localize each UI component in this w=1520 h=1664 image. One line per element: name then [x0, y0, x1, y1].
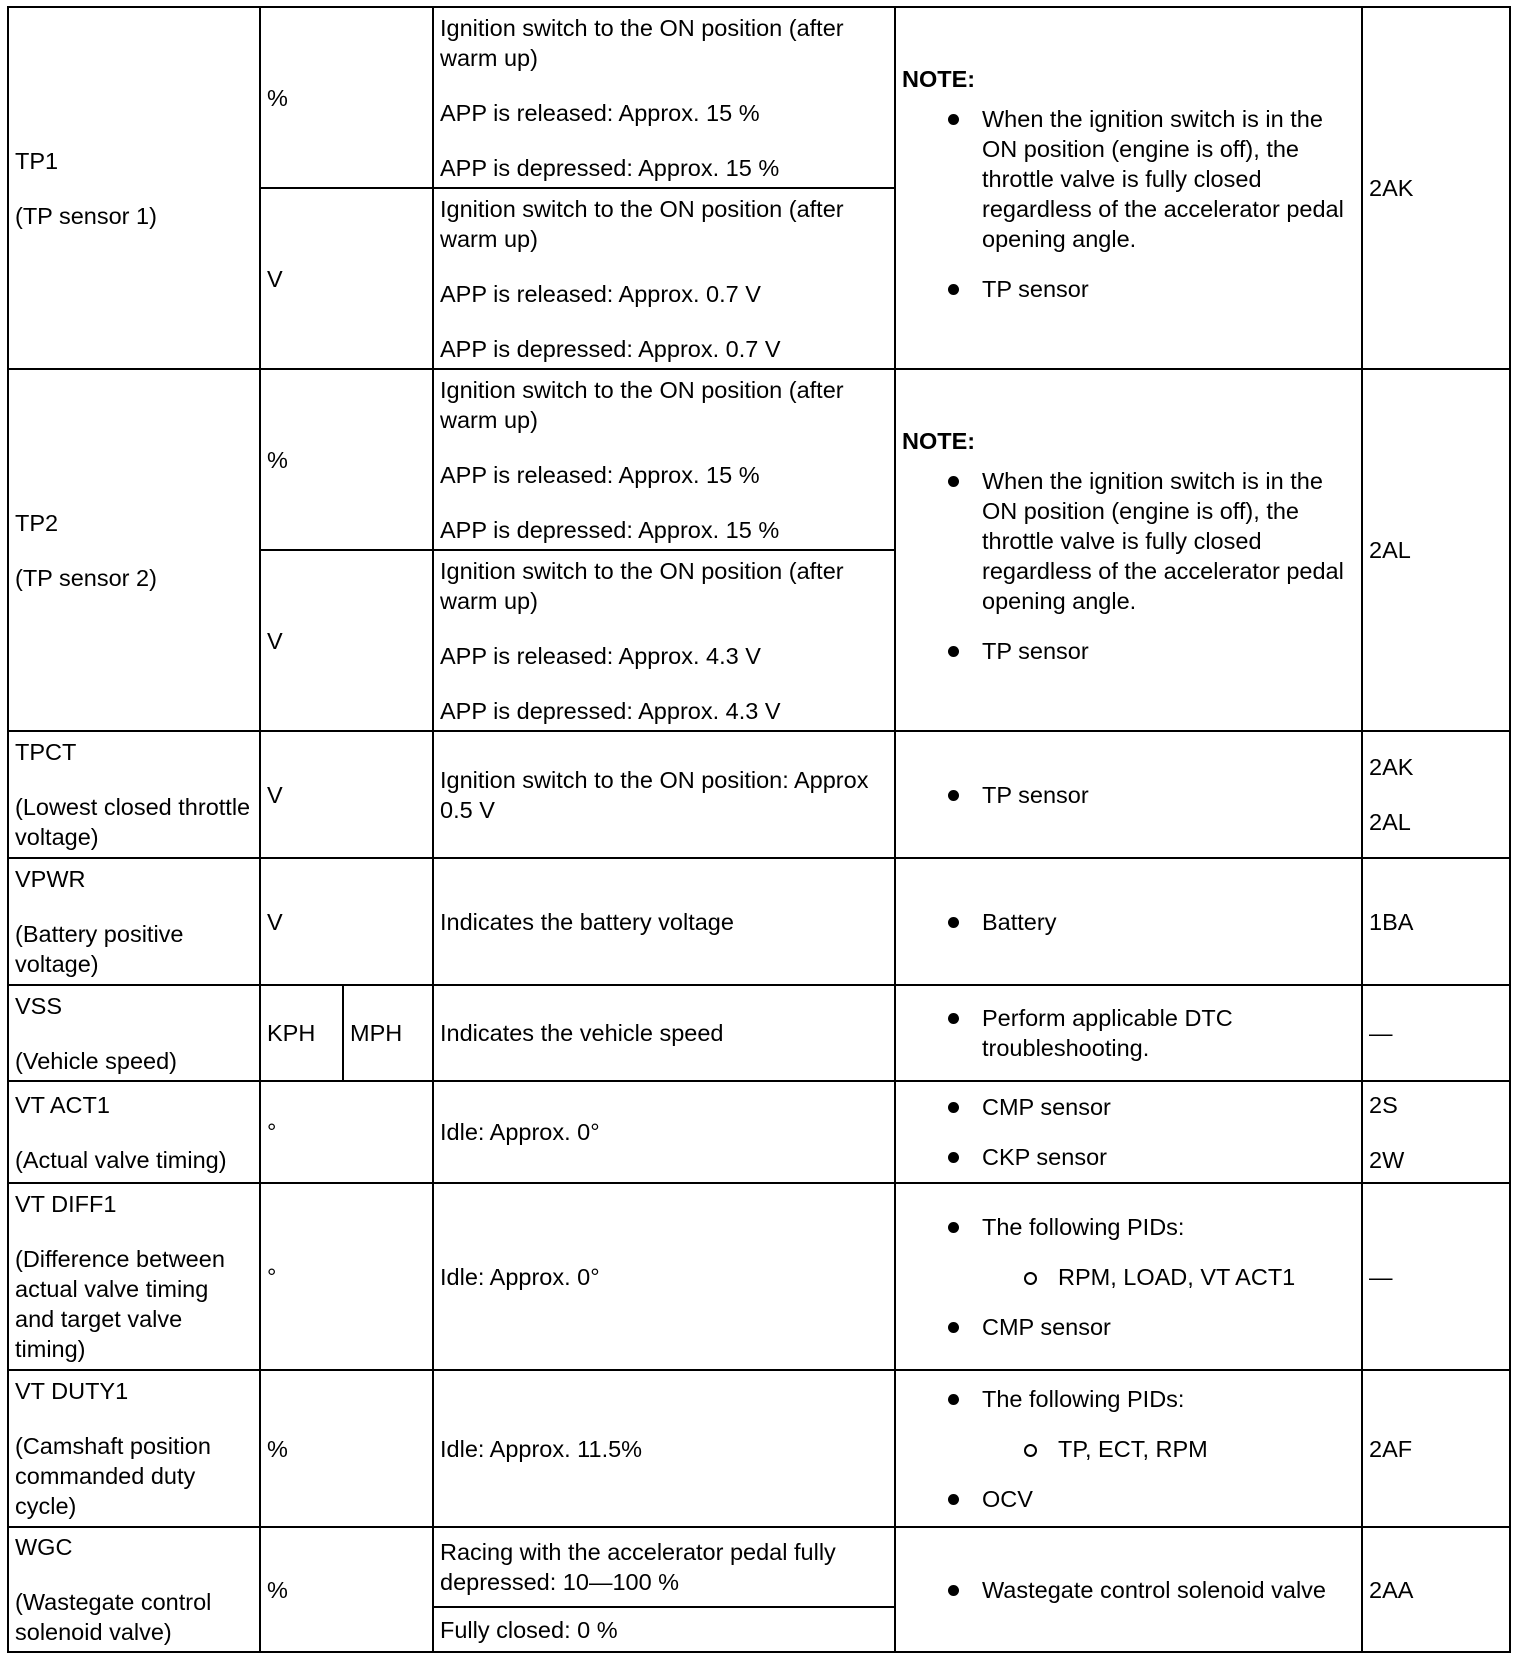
pid-table [7, 6, 1511, 1653]
pid-name: TP1 [15, 147, 59, 174]
terminal-value: 2W [1369, 1146, 1405, 1173]
note-label: NOTE: [902, 428, 976, 454]
inspection-cell [895, 1081, 1362, 1183]
note-bullet: When the ignition switch is in the ON position (engine is off), the throttle valve is fully closed regardless of the accelerator pedal opening angle. [902, 104, 1355, 254]
condition-text: Ignition switch to the ON position (after warm up) [440, 376, 844, 433]
condition-cell: Indicates the battery voltage [433, 858, 895, 985]
unit-cell: ° [260, 1183, 433, 1370]
inspection-cell [895, 1527, 1362, 1652]
table-row-vt-duty1 [8, 1370, 1510, 1527]
condition-text: Ignition switch to the ON position (after warm up) [440, 557, 844, 614]
pid-description: (Battery positive voltage) [15, 921, 184, 977]
condition-released: APP is released: Approx. 15 % [440, 99, 760, 126]
inspection-item: Perform applicable DTC troubleshooting. [902, 1003, 1355, 1063]
pid-name-cell [8, 1370, 260, 1527]
unit-cell: V [260, 858, 433, 985]
inspection-subitem: RPM, LOAD, VT ACT1 [902, 1262, 1355, 1292]
condition-cell: Idle: Approx. 0° [433, 1081, 895, 1183]
pid-name-cell [8, 7, 260, 369]
pid-description: (Camshaft position commanded duty cycle) [15, 1433, 211, 1519]
inspection-cell [895, 369, 1362, 731]
condition-depressed: APP is depressed: Approx. 15 % [440, 516, 780, 543]
terminal-value: 2AK [1369, 754, 1414, 780]
inspection-item: TP sensor [902, 274, 1355, 304]
table-row-tp2 [8, 369, 1510, 550]
condition-cell: Idle: Approx. 0° [433, 1183, 895, 1370]
condition-cell [433, 188, 895, 369]
terminal-cell: 2AK [1362, 7, 1510, 369]
condition-depressed: APP is depressed: Approx. 15 % [440, 154, 780, 181]
inspection-item: The following PIDs: [902, 1384, 1355, 1414]
pid-description: (Actual valve timing) [15, 1146, 227, 1173]
pid-description: (Wastegate control solenoid valve) [15, 1589, 212, 1645]
unit-cell: V [260, 731, 433, 858]
unit-cell: V [260, 550, 433, 731]
pid-name-cell [8, 369, 260, 731]
condition-cell [433, 369, 895, 550]
table-row-vt-diff1 [8, 1183, 1510, 1370]
pid-name: TPCT [15, 739, 77, 765]
note-bullet: When the ignition switch is in the ON position (engine is off), the throttle valve is fully closed regardless of the accelerator pedal opening angle. [902, 466, 1355, 616]
condition-released: APP is released: Approx. 0.7 V [440, 280, 761, 307]
condition-text: Ignition switch to the ON position (after warm up) [440, 14, 844, 71]
pid-name: VPWR [15, 866, 86, 892]
table-row-vt-act1 [8, 1081, 1510, 1183]
condition-cell: Ignition switch to the ON position: Approx 0.5 V [433, 731, 895, 858]
inspection-item: CKP sensor [902, 1142, 1355, 1172]
inspection-item: TP sensor [902, 636, 1355, 666]
pid-name-cell [8, 858, 260, 985]
terminal-cell: 1BA [1362, 858, 1510, 985]
pid-description: (Difference between actual valve timing and target valve timing) [15, 1246, 225, 1362]
pid-name: TP2 [15, 509, 59, 536]
terminal-value: 2S [1369, 1091, 1398, 1118]
inspection-item: OCV [902, 1484, 1355, 1514]
inspection-item: Wastegate control solenoid valve [902, 1575, 1355, 1605]
table-row-vss [8, 985, 1510, 1081]
condition-depressed: APP is depressed: Approx. 0.7 V [440, 335, 781, 362]
terminal-cell [1362, 731, 1510, 858]
inspection-cell [895, 731, 1362, 858]
condition-cell: Racing with the accelerator pedal fully depressed: 10—100 % [433, 1527, 895, 1607]
pid-description: (Vehicle speed) [15, 1047, 177, 1074]
unit-cell: ° [260, 1081, 433, 1183]
terminal-cell: 2AA [1362, 1527, 1510, 1652]
terminal-cell [1362, 1081, 1510, 1183]
inspection-cell [895, 858, 1362, 985]
pid-description: (TP sensor 2) [15, 564, 157, 591]
pid-name: VT ACT1 [15, 1091, 110, 1118]
inspection-item: CMP sensor [902, 1092, 1355, 1122]
condition-depressed: APP is depressed: Approx. 4.3 V [440, 697, 781, 724]
pid-name-cell [8, 985, 260, 1081]
unit-cell: % [260, 1527, 433, 1652]
inspection-item: TP sensor [902, 780, 1355, 810]
terminal-cell: — [1362, 1183, 1510, 1370]
unit-cell: % [260, 1370, 433, 1527]
inspection-item: CMP sensor [902, 1312, 1355, 1342]
unit-cell: MPH [343, 985, 433, 1081]
pid-name: VSS [15, 992, 63, 1019]
condition-cell: Idle: Approx. 11.5% [433, 1370, 895, 1527]
pid-name-cell [8, 731, 260, 858]
unit-cell: % [260, 369, 433, 550]
note-label: NOTE: [902, 66, 976, 92]
pid-name: VT DUTY1 [15, 1378, 129, 1404]
condition-cell: Fully closed: 0 % [433, 1607, 895, 1652]
condition-released: APP is released: Approx. 15 % [440, 461, 760, 488]
unit-cell: KPH [260, 985, 343, 1081]
inspection-cell [895, 1183, 1362, 1370]
inspection-cell [895, 1370, 1362, 1527]
unit-cell: % [260, 7, 433, 188]
unit-cell: V [260, 188, 433, 369]
terminal-value: 2AL [1369, 809, 1411, 835]
pid-name-cell [8, 1081, 260, 1183]
table-row-wgc [8, 1527, 1510, 1607]
inspection-subitem: TP, ECT, RPM [902, 1434, 1355, 1464]
pid-name: VT DIFF1 [15, 1191, 117, 1217]
inspection-cell [895, 7, 1362, 369]
inspection-cell [895, 985, 1362, 1081]
terminal-cell: 2AL [1362, 369, 1510, 731]
pid-name: WGC [15, 1534, 73, 1560]
condition-cell [433, 7, 895, 188]
table-row-tpct [8, 731, 1510, 858]
inspection-item: The following PIDs: [902, 1212, 1355, 1242]
condition-cell [433, 550, 895, 731]
condition-released: APP is released: Approx. 4.3 V [440, 642, 761, 669]
table-row-vpwr [8, 858, 1510, 985]
terminal-cell: 2AF [1362, 1370, 1510, 1527]
pid-description: (TP sensor 1) [15, 202, 157, 229]
pid-description: (Lowest closed throttle voltage) [15, 794, 251, 850]
condition-cell: Indicates the vehicle speed [433, 985, 895, 1081]
table-row-tp1 [8, 7, 1510, 188]
inspection-item: Battery [902, 907, 1355, 937]
terminal-cell: — [1362, 985, 1510, 1081]
condition-text: Ignition switch to the ON position (after warm up) [440, 195, 844, 252]
pid-name-cell [8, 1527, 260, 1652]
pid-name-cell [8, 1183, 260, 1370]
